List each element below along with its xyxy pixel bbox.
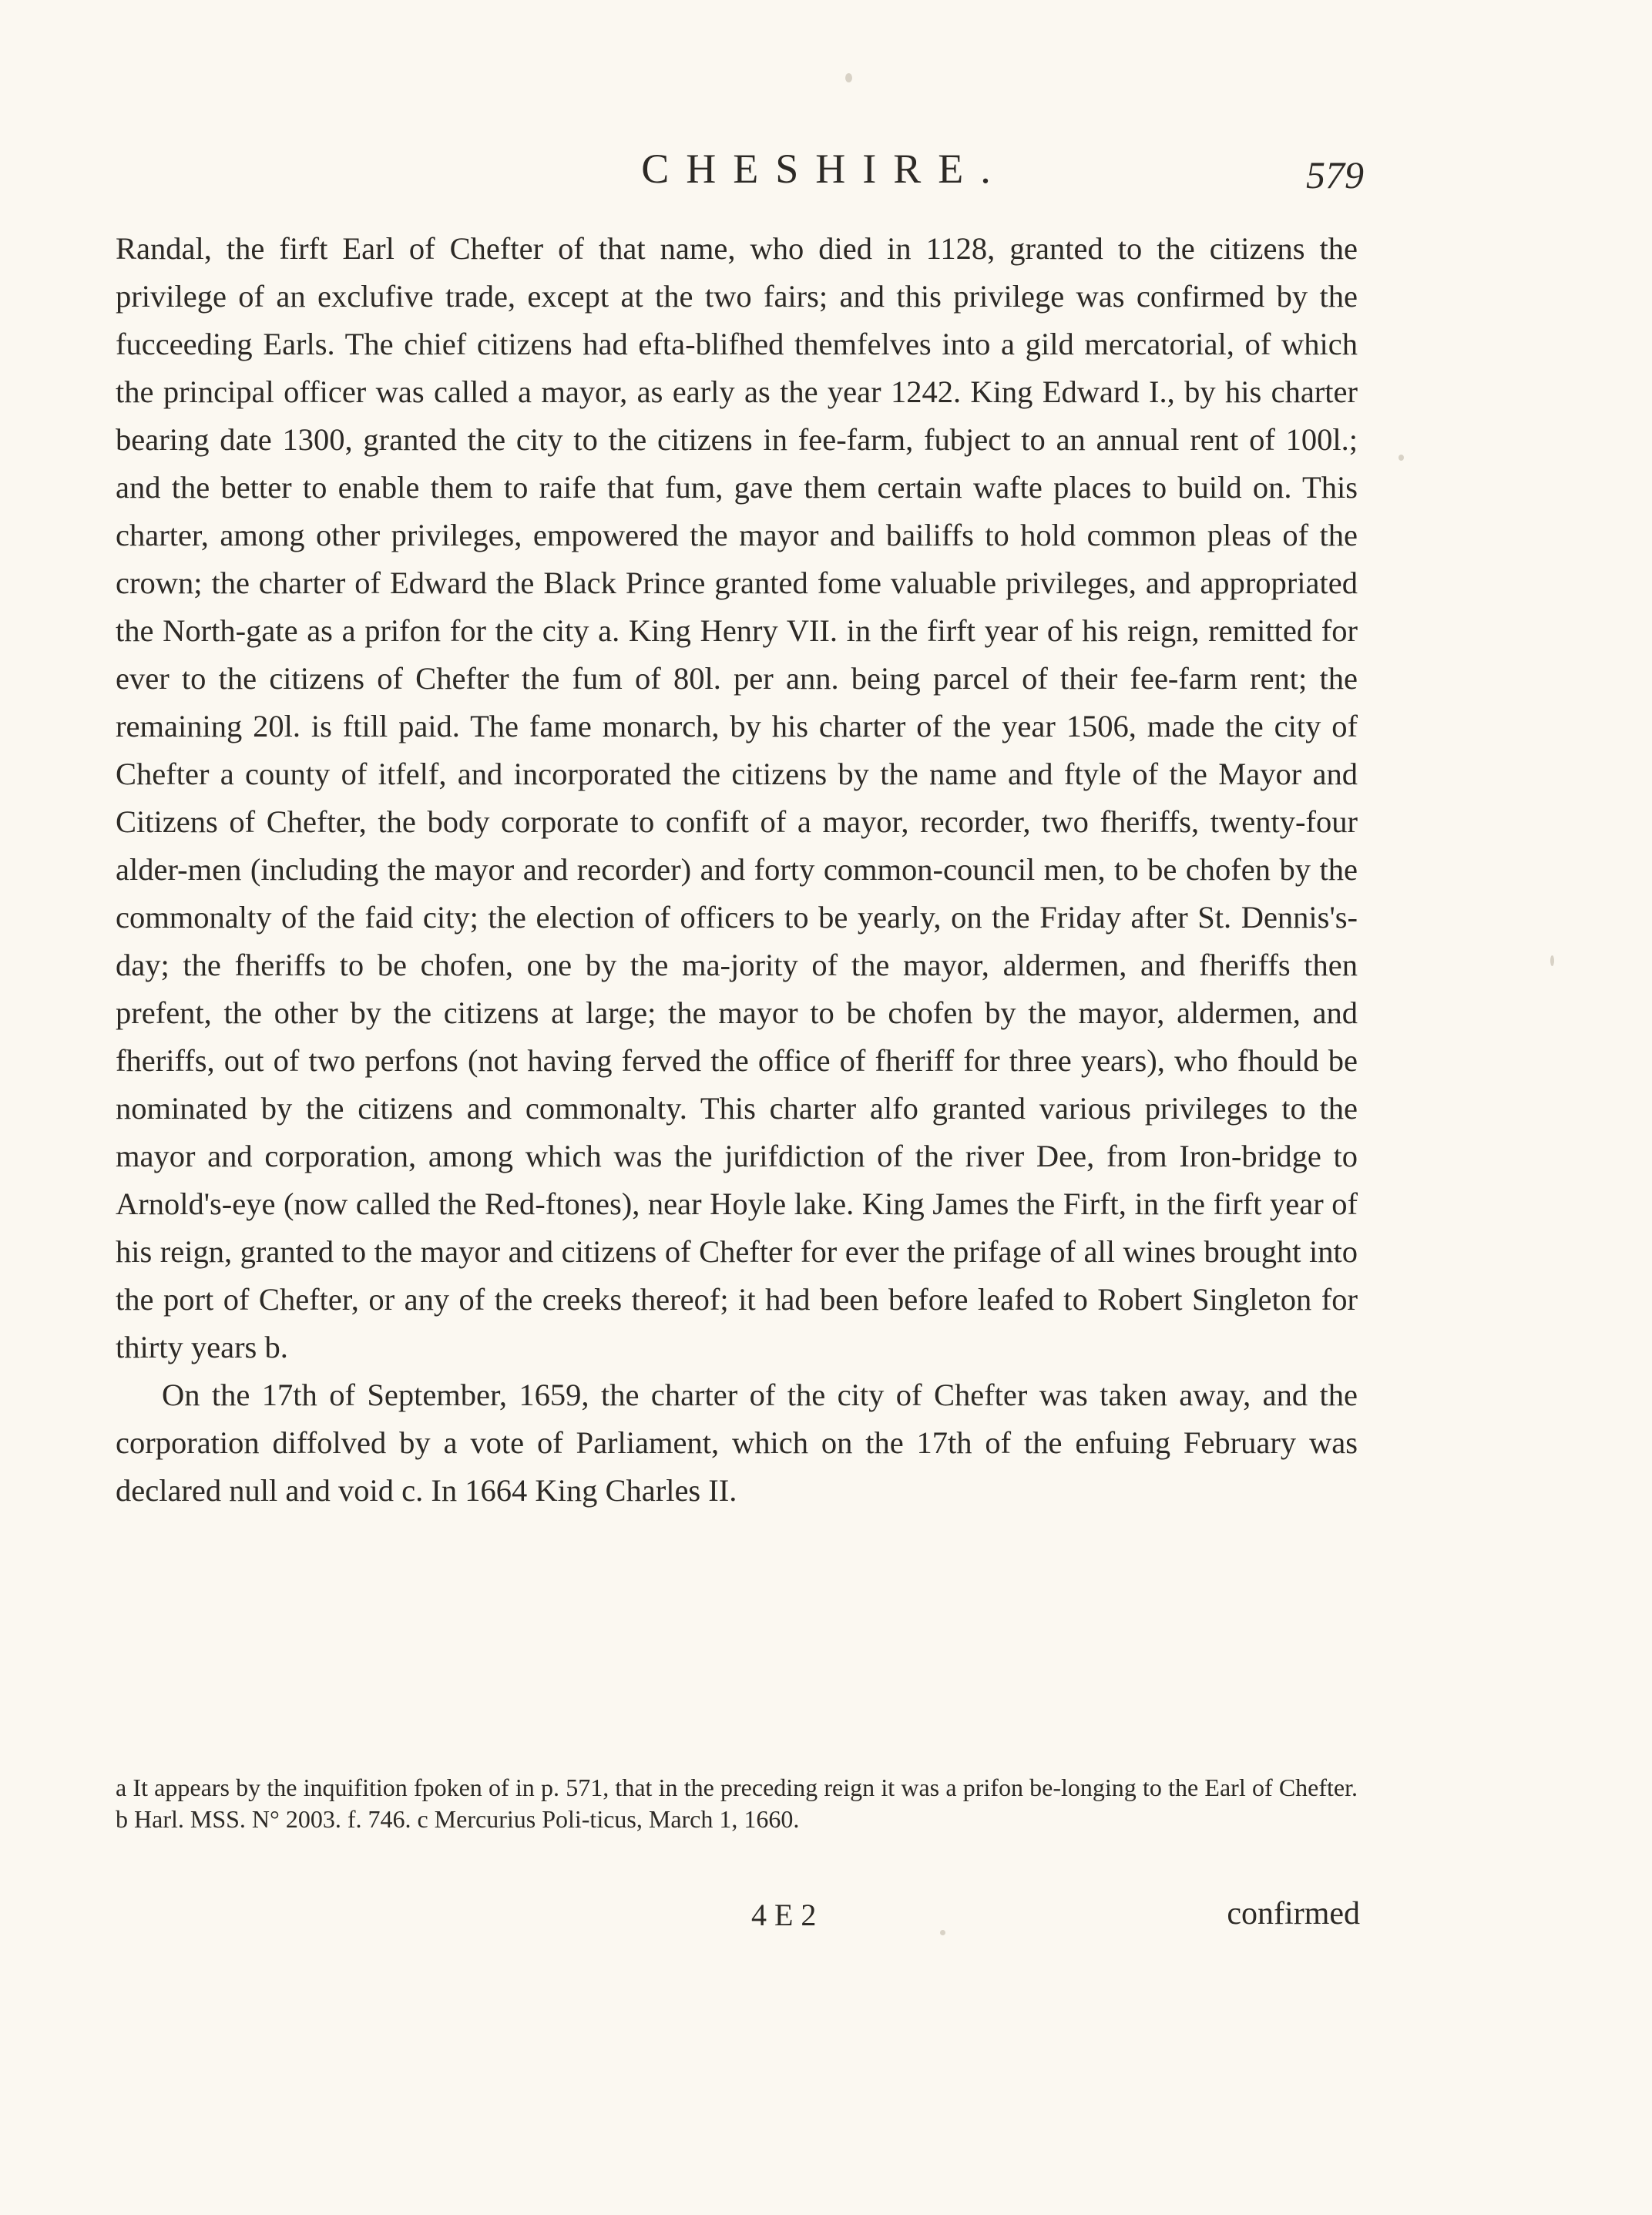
paragraph: Randal, the firft Earl of Chefter of that name, who died in 1128, granted to the citizens the privilege of an exclufive trade, except at the two fairs; and this privilege was confirmed by the fucceeding Earls. The chief citizens had efta-blifhed themfelves into a gild mercatorial, of which the principal officer was called a mayor, as early as the year 1242. King Edward I., by his charter bearing date 1300, granted the city to the citizens in fee-farm, fubject to an annual rent of 100l.; and the better to enable them to raife that fum, gave them certain wafte places to build on. This charter, among other privileges, empowered the mayor and bailiffs to hold common pleas of the crown; the charter of Edward the Black Prince granted fome valuable privileges, and appropriated the North-gate as a prifon for the city a. King Henry VII. in the firft year of his reign, remitted for ever to the citizens of Chefter the fum of 80l. per ann. being parcel of their fee-farm rent; the remaining 20l. is ftill paid. The fame monarch, by his charter of the year 1506, made the city of Chefter a county of itfelf, and incorporated the citizens by the name and ftyle of the Mayor and Citizens of Chefter, the body corporate to confift of a mayor, recorder, two fheriffs, twenty-four alder-men (including the mayor and recorder) and forty common-council men, to be chofen by the commonalty of the faid city; the election of officers to be yearly, on the Friday after St. Dennis's-day; the fheriffs to be chofen, one by the ma-jority of the mayor, aldermen, and fheriffs then prefent, the other by the citizens at large; the mayor to be chofen by the mayor, aldermen, and fheriffs, out of two perfons (not having ferved the office of fheriff for three years), who fhould be nominated by the citizens and commonalty. This charter alfo granted various privileges to the mayor and corporation, among which was the jurifdiction of the river Dee, from Iron-bridge to Arnold's-eye (now called the Red-ftones), near Hoyle lake. King James the Firft, in the firft year of his reign, granted to the mayor and citizens of Chefter for ever the prifage of all wines brought into the port of Chefter, or any of the creeks thereof; it had been before leafed to Robert Singleton for thirty years b. xyxy=(116,231,1358,1364)
paper-spot xyxy=(1398,455,1404,461)
page-number: 579 xyxy=(1306,153,1364,196)
paragraph: On the 17th of September, 1659, the charter of the city of Chefter was taken away, and the corporation diffolved by a vote of Parliament, which on the 17th of the enfuing February was declared null and void c. In 1664 King Charles II. xyxy=(116,1378,1358,1508)
footnotes: a It appears by the inquifition fpoken of in p. 571, that in the preceding reign it was a prifon be-longing to the Earl of Chefter. b Harl. MSS. N° 2003. f. 746. c Mercurius Poli-ticus, March 1, 1660. xyxy=(116,1774,1358,1833)
paper-spot xyxy=(845,73,852,82)
signature-mark: 4 E 2 xyxy=(751,1898,817,1932)
main-text xyxy=(116,225,1358,1515)
paper-spot xyxy=(1550,955,1554,966)
running-title: CHESHIRE. xyxy=(641,146,1008,192)
paper-spot xyxy=(940,1930,945,1935)
catchword: confirmed xyxy=(1227,1896,1360,1931)
